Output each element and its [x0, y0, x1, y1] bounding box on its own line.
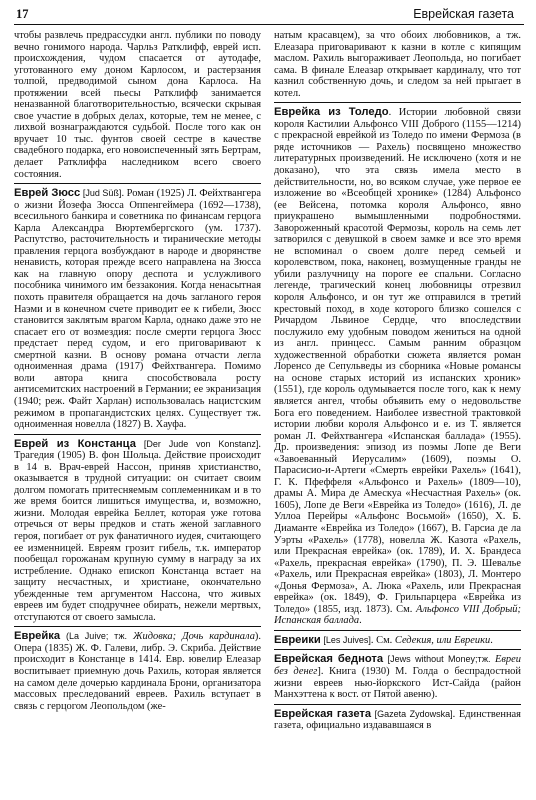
entry-evreiki: Евреики [Les Juives]. См. Седекия, или Евреики. [274, 633, 493, 646]
text-columns [14, 30, 524, 796]
entry-title: Еврейская газета [274, 707, 372, 720]
entry-evrey-zyuss [14, 188, 261, 430]
entry-divider [274, 704, 521, 705]
entry-divider [274, 102, 521, 103]
entry-evreyka-iz-toledo: Еврейка из Толедо. Истории любовной связи короля Кастилии Альфонсо VIII Доброго (1155—1214) с прекрасной еврейкой из Толедо по имени Фермоза (в ряде источников — Рахель) посвящено множество литературных произведений. Не исключено (хотя и не доказано), что эта связь имела место в действительности, но, во всяком случае, уже первое ее изложение во «Всеобщей хронике» (1284) Альфонсо (ее Вейсена, потомка короля Альфонсо, явно приукрашено вымышленными подробностями. Завороженный красотой Фермозы, король на семь лет затворился с девушкой в своем замке и все это время не вспоминал о своем долге перед семьей и королевством, пока, наконец, возмущенные гранды не убили разлучницу на пороге ее спальни. Согласно легенде, трагический конец любовницы отрезвил короля Альфонсо, и он тут же отправился в третий крестовый поход, в ходе которого близко сошелся с Ричардом Львиное Сердце, что впоследствии послужило ему удобным поводом жениться на одной из англ. принцесс. Самым ранним образцом художественной обработки сюжета является роман Лоренсо де Сепульведы из сборника «Новые романсы на основе старых историй из испанских хроник» (1551), где король одумывается после того, как к нему является ангел, чтобы объявить ему о недовольстве Бога его поведением. Наиболее известной трактовкой истории любви короля Альфонсо и е. из Т. является роман Л. Фейхтвангера «Испанская баллада» (1955). Др. произведения: эпизод из поэмы Лопе де Веги «Завоеванный Иерусалим» (1609), поэмы О. Парасисио-и-Артеги «Смерть еврейки Рахель» (1641), Г. К. Пфеффеля «Альфонсо и Рахель» (1809—10), драмы А. Мира де Амескуа «Несчастная Рахель» (ок. 1605), Лопе де Веги «Еврейка из Толедо» (1616), Л. де Уллоа Перейры «Альфонс Восьмой» (1650), Х. Б. Диаманте «Еврейка из Толедо» (1667), В. Гарсиа де ла Уэрты «Рахель» (1778), новелла Ж. Казота «Рахель, или Прекрасная еврейка» (ок. 1789), И. Х. Брандеса «Рахель, прекрасная еврейка» (1790), П. Э. Шевалье «Рахель, или Прекрасная еврейка» (1803), Л. Монтеро «Донья Фермоза», А. Люка «Рахель, или Прекрасная еврейка» (ок. 1849), Ф. Грильпарцера «Еврейка из Толедо» (1855, изд. 1873). См. Альфонсо VIII Добрый; Испанская баллада. [274, 106, 521, 627]
entry-body: ). Опера (1835) Ж. Ф. Галеви, либр. Э. Скриба. Действие происходит в Констанце в 1414. Евр. ювелир Елеазар воспитывает приемную дочь Рахиль, которая является на самом деле дочерью кардинала Брони, организатора массовых преследований евреев. Рахиль вступает в связь с герцогом Леопольдом (же- [14, 631, 261, 712]
entry-divider [14, 183, 261, 184]
entry-divider [274, 630, 521, 631]
entry-title: Еврей из Констанца [14, 437, 136, 450]
entry-title: Еврейка [14, 630, 61, 643]
see-also: Седекия, или Евреики [394, 634, 491, 646]
page-header [14, 6, 524, 25]
original-title: (La Juive; тж. [66, 631, 128, 642]
entry-title: Еврейка из Толедо [274, 106, 389, 119]
entry-evreyskaya-bednota [274, 654, 521, 700]
alternate-title: Евреи без денег [274, 654, 521, 677]
entry-evreyskaya-gazeta [274, 709, 521, 732]
book-page [14, 6, 524, 796]
right-column [274, 30, 521, 796]
entry-body: . Трагедия (1905) В. фон Шольца. Действие происходит в 14 в. Врач-еврей Нассон, приняв христианство, оказывается в трудной ситуации: он считает своим долгом помогать притесняемым соплеменникам и в то же время боится лишиться имущества, и, возможно, жизни. Молодая еврейка Беллет, которая уже готова отречься от веры предков и стать женой заглавного героя, погибает от рук фанатичного иудея, считающего ее изменницей. Евреям грозит гибель, т.к. император пообещал горожанам крупную сумму в награду за их истребление. Однако епископ Констанца встает на защиту несчастных, и христиане, окончательно убежденные тем аргументом Нассона, что живых евреев им будет сподручнее обирать, нежели мертвых, отступаются от своего замысла. [14, 438, 261, 623]
entry-divider [14, 434, 261, 435]
see-also: Альфонсо VIII Добрый; Испанская баллада [274, 603, 521, 627]
original-title: [Gazeta Zydowska] [374, 708, 453, 719]
entry-body: . Истории любовной связи короля Кастилии Альфонсо VIII Доброго (1155—1214) с прекрасной еврейкой из Толедо по имени Фермоза (в ряде источников — Рахель) посвящено множество литературных произведений. Не исключено (хотя и не доказано), что эта связь имела место в действительности, но, во всяком случае, уже первое ее изложение во «Всеобщей хронике» (1284) Альфонсо (ее Вейсена, потомка короля Альфонсо, явно приукрашено вымышленными подробностями. Завороженный красотой Фермозы, король на семь лет затворился с девушкой в своем замке и все это время не вспоминал о своем долге перед семьей и королевством, пока, наконец, возмущенные гранды не убили разлучницу на пороге ее спальни. Согласно легенде, трагический конец любовницы отрезвил короля Альфонсо, и он тут же отправился в третий крестовый поход, в ходе которого близко сошелся с Ричардом Львиное Сердце, что впоследствии послужило ему удобным поводом жениться на одной из англ. принцесс. Самым ранним образцом художественной обработки сюжета является роман Лоренсо де Сепульведы из сборника «Новые романсы на основе старых историй из испанских хроник» (1551), где король одумывается после того, как к нему является ангел, чтобы объявить ему о недовольстве Бога его поведением. Наиболее известной трактовкой истории любви короля Альфонсо и е. из Т. является роман Л. Фейхтвангера «Испанская баллада» (1955). Др. произведения: эпизод из поэмы Лопе де Веги «Завоеванный Иерусалим» (1609), поэмы О. Парасисио-и-Артеги «Смерть еврейки Рахель» (1641), Г. К. Пфеффеля «Альфонсо и Рахель» (1809—10), драмы А. Мира де Амескуа «Несчастная Рахель» (ок. 1605), Лопе де Веги «Еврейка из Толедо» (1616), Л. де Уллоа Перейры «Альфонс Восьмой» (1650), Х. Б. Диаманте «Еврейка из Толедо» (1667), В. Гарсиа де ла Уэрты «Рахель» (1778), новелла Ж. Казота «Рахель, или Прекрасная еврейка» (ок. 1789), И. Х. Брандеса «Рахель, прекрасная еврейка» (1790), П. Э. Шевалье «Рахель, или Прекрасная еврейка» (1803), Л. Монтеро «Донья Фермоза», А. Люка «Рахель, или Прекрасная еврейка» (ок. 1849), Ф. Грильпарцера «Еврейка из Толедо» (1855, изд. 1873). См. [274, 107, 521, 615]
continued-paragraph: чтобы развлечь предрассудки англ. публики по поводу вечно гонимого народа. Чарльз Ратклифф, еврей исп. происхождения, чудом спасается от аутодафе, уготованного ему доном Карлосом, и растерзания толпой, предводимой сыном дона Карлоса. На протяжении всей пьесы Ратклифф занимается неназванной благотворительностью, всячески скрывая свое участие в добрых делах, которые, тем не менее, с лихвой вознаграждаются судьбой. После того как он вручает 10 тыс. фунтов своей сестре в качестве свадебного подарка, его новоиспеченный зять Бертрам, делает Ратклиффа наследником всего своего состояния. [14, 30, 261, 180]
entry-body: . Единственная газета, официально издававшаяся в [274, 708, 521, 732]
entry-title: Евреики [274, 633, 321, 646]
entry-evrey-iz-konstantsa [14, 439, 261, 624]
entry-title: Еврейская беднота [274, 653, 384, 666]
original-title: [Jews without Money;тж. [387, 654, 491, 665]
original-title: [Der Jude von Konstanz] [143, 438, 259, 449]
entry-divider [14, 626, 261, 627]
original-title: [Jud Süß] [82, 188, 122, 199]
page-number: 17 [16, 7, 29, 21]
entry-body: . См. [370, 634, 393, 646]
continued-paragraph: натым красавцем), за что обоих любовников, а тж. Елеазара приговаривают к казни в котле с кипящим маслом. Рахиль выгораживает Леопольда, но погибает сама. В финале Елеазар открывает кардиналу, что тот казнил собственную дочь, и следом за ней прыгает в котел. [274, 30, 521, 99]
entry-body: . Роман (1925) Л. Фейхтвангера о жизни Йозефа Зюсса Оппенгеймера (1692—1738), всесильного банкира и советника по финансам герцога Карла Александра Вюртембергского (ум. 1737). Распутство, расточительность и тиранические методы правления герцога возбуждают в народе и дворянстве ненависть, которая прежде всего направлена на Зюсса как на главную опору деспота и услужливого пособника чинимого им беззакония. Когда ненасытная похоть правителя обращается на дочь загланого героя Наэми и в конечном счете приводит ее к гибели, Зюсс становится заклятым врагом Карла, однако даже это не спасает его от возмездия: после смерти герцога Зюсс предстает перед судом, и его приговаривают к смертной казни. В основу романа отчасти легла одноименная драма (1917) Фейхтвангера. Помимо воли автора книга способствовала росту антисемитских настроений в Германии; ее экранизация (1940; реж. Файт Харлан) использовалась нацистским режимом в пропагандистских целях. Существует тж. одноименная новелла (1827) В. Хауфа. [14, 188, 261, 431]
entry-divider [274, 649, 521, 650]
alternate-title: Жидовка; Дочь кардинала [132, 631, 255, 643]
entry-body: ]. Книга (1930) М. Голда о беспрадостной жизни евреев нью-йоркского Ист-Сайда (район Манхэттена к вост. от Пятой авеню). [274, 665, 521, 701]
left-column [14, 30, 261, 796]
entry-title: Еврей Зюсс [14, 187, 81, 200]
entry-evreyka [14, 631, 261, 712]
original-title: [Les Juives] [323, 634, 371, 645]
running-title: Еврейская газета [413, 7, 514, 21]
